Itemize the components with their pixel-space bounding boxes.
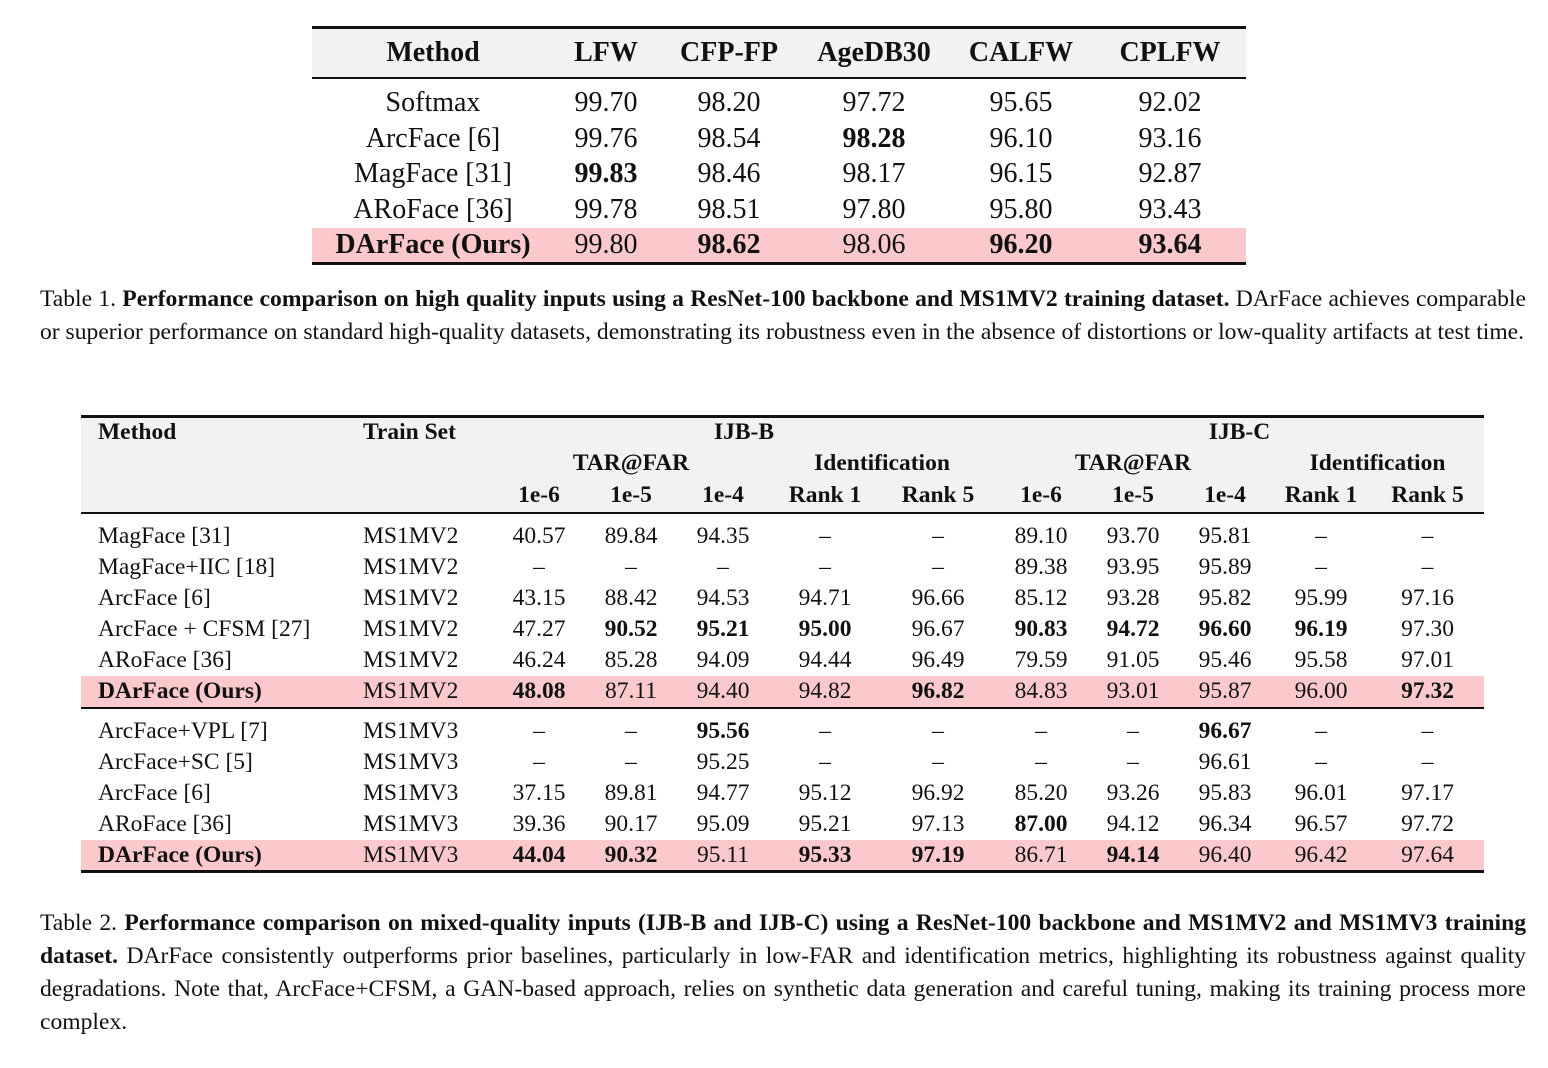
value-cell: 92.87 xyxy=(1138,158,1202,190)
table-2-row xyxy=(81,809,1484,840)
value-cell: 98.28 xyxy=(842,122,906,154)
value-cell: 97.64 xyxy=(1401,841,1454,868)
caption-bold-text: Performance comparison on high quality inputs using a ResNet-100 backbone and MS1MV2 training dataset. xyxy=(122,286,1230,312)
value-cell: 96.34 xyxy=(1198,811,1252,838)
value-cell: 95.87 xyxy=(1179,676,1271,707)
method-cell: ARoFace [36] xyxy=(353,194,513,226)
value-cell: – xyxy=(819,748,831,775)
value-cell: 98.17 xyxy=(842,158,906,190)
value-cell: 97.32 xyxy=(1371,676,1484,707)
value-cell: 96.19 xyxy=(1294,616,1348,643)
table-1-caption xyxy=(40,283,1526,349)
value-cell: 93.16 xyxy=(1138,122,1202,154)
train-set-cell: MS1MV3 xyxy=(363,841,459,868)
value-cell: 99.70 xyxy=(574,87,638,119)
table-2-column-header: 1e-4 xyxy=(677,479,769,513)
value-cell: 84.83 xyxy=(995,676,1087,707)
value-cell: 95.89 xyxy=(1198,553,1252,580)
table-2-row xyxy=(81,747,1484,778)
value-cell: 94.77 xyxy=(696,780,750,807)
train-set-cell: MS1MV3 xyxy=(363,780,459,807)
value-cell: 93.43 xyxy=(1138,194,1202,226)
value-cell: 91.05 xyxy=(1106,647,1160,674)
value-cell: 95.21 xyxy=(696,616,750,643)
caption-label: Table 2. xyxy=(40,910,118,936)
value-cell: 85.20 xyxy=(1014,780,1068,807)
value-cell: 95.46 xyxy=(1198,647,1252,674)
value-cell: 96.82 xyxy=(881,676,995,707)
value-cell: 94.14 xyxy=(1106,841,1160,868)
value-cell: – xyxy=(1315,717,1327,744)
value-cell: 95.99 xyxy=(1294,584,1348,611)
value-cell: 98.46 xyxy=(697,158,761,190)
value-cell: 98.06 xyxy=(842,228,906,260)
table-1-header-cell: LFW xyxy=(554,28,658,78)
value-cell: 96.42 xyxy=(1294,841,1348,868)
value-cell: – xyxy=(819,553,831,580)
value-cell: – xyxy=(819,522,831,549)
value-cell: 98.20 xyxy=(697,87,761,119)
value-cell: 98.62 xyxy=(697,228,761,260)
method-cell: MagFace+IIC [18] xyxy=(98,553,276,580)
value-cell: 99.76 xyxy=(574,122,638,154)
method-cell: ArcFace [6] xyxy=(98,584,211,611)
value-cell: 96.67 xyxy=(1198,717,1252,744)
value-cell: 87.11 xyxy=(585,676,677,707)
table-1-header-cell: CALFW xyxy=(948,28,1094,78)
method-cell: ArcFace [6] xyxy=(365,122,501,154)
value-cell: 96.01 xyxy=(1294,780,1348,807)
value-cell: 99.78 xyxy=(574,194,638,226)
value-cell: 94.12 xyxy=(1106,811,1160,838)
value-cell: 93.28 xyxy=(1106,584,1160,611)
value-cell: 95.81 xyxy=(1198,522,1252,549)
value-cell: 94.71 xyxy=(798,584,852,611)
value-cell: – xyxy=(819,717,831,744)
value-cell: 95.58 xyxy=(1294,647,1348,674)
value-cell: 44.04 xyxy=(512,841,566,868)
value-cell: 97.16 xyxy=(1401,584,1454,611)
table-2-column-header: 1e-5 xyxy=(1087,479,1179,513)
method-cell: Softmax xyxy=(385,87,481,119)
table-1-header-cell: AgeDB30 xyxy=(800,28,948,78)
train-set-cell: MS1MV2 xyxy=(363,522,459,549)
table-1-header-row xyxy=(312,28,1246,78)
value-cell: – xyxy=(1315,748,1327,775)
table-1-row xyxy=(312,86,1246,122)
value-cell: 96.61 xyxy=(1198,748,1252,775)
value-cell: 95.11 xyxy=(696,841,749,868)
value-cell: – xyxy=(533,717,545,744)
value-cell: – xyxy=(1035,717,1047,744)
value-cell: 95.80 xyxy=(989,194,1053,226)
train-set-cell: MS1MV3 xyxy=(363,811,459,838)
value-cell: 96.92 xyxy=(911,780,965,807)
value-cell: 93.26 xyxy=(1106,780,1160,807)
table-2-column-header: Rank 1 xyxy=(1271,479,1371,513)
value-cell: – xyxy=(625,553,637,580)
value-cell: – xyxy=(1421,553,1434,580)
table-2-header-row-groups xyxy=(81,417,1484,448)
value-cell: – xyxy=(1421,522,1434,549)
table-2-caption xyxy=(40,907,1526,1039)
method-cell: MagFace [31] xyxy=(98,522,231,549)
value-cell: – xyxy=(1421,717,1434,744)
value-cell: 99.83 xyxy=(574,158,638,190)
value-cell: – xyxy=(932,522,944,549)
value-cell: 96.20 xyxy=(989,228,1053,260)
value-cell: 98.54 xyxy=(697,122,761,154)
value-cell: 96.00 xyxy=(1271,676,1371,707)
value-cell: 96.67 xyxy=(911,616,965,643)
value-cell: – xyxy=(1127,748,1139,775)
value-cell: 95.09 xyxy=(696,811,750,838)
table-1-body xyxy=(312,78,1246,264)
value-cell: 95.83 xyxy=(1198,780,1252,807)
table-2-row xyxy=(81,778,1484,809)
train-set-cell: MS1MV2 xyxy=(363,616,459,643)
value-cell: 90.52 xyxy=(604,616,658,643)
value-cell: 98.51 xyxy=(697,194,761,226)
table-2-subgroup-header: Identification xyxy=(1309,449,1446,476)
value-cell: 96.66 xyxy=(911,584,965,611)
table-2-row xyxy=(81,614,1484,645)
value-cell: 96.60 xyxy=(1198,616,1252,643)
value-cell: – xyxy=(717,553,729,580)
table-2-subgroup-header: TAR@FAR xyxy=(572,449,690,476)
value-cell: 94.53 xyxy=(696,584,750,611)
method-cell: DArFace (Ours) xyxy=(335,228,531,260)
value-cell: 99.80 xyxy=(574,228,638,260)
value-cell: 97.17 xyxy=(1401,780,1454,807)
value-cell: – xyxy=(625,717,637,744)
value-cell: 95.25 xyxy=(696,748,750,775)
table-2-column-header: 1e-6 xyxy=(995,479,1087,513)
value-cell: 90.83 xyxy=(1014,616,1068,643)
table-2-column-header: 1e-4 xyxy=(1179,479,1271,513)
table-2-group-header: IJB-B xyxy=(713,419,775,446)
table-2-column-header: Rank 5 xyxy=(1371,479,1484,513)
value-cell: 43.15 xyxy=(512,584,566,611)
value-cell: 48.08 xyxy=(493,676,585,707)
value-cell: 79.59 xyxy=(1014,647,1068,674)
value-cell: 97.19 xyxy=(911,841,965,868)
value-cell: 95.56 xyxy=(696,717,750,744)
value-cell: 39.36 xyxy=(512,811,566,838)
value-cell: 89.81 xyxy=(604,780,658,807)
table-1 xyxy=(312,26,1246,265)
table-2-column-header: 1e-6 xyxy=(493,479,585,513)
value-cell: 94.82 xyxy=(769,676,881,707)
value-cell: 97.72 xyxy=(842,87,906,119)
caption-bold-text: Performance comparison on mixed-quality inputs (IJB-B and IJB-C) using a ResNet-100 backbone and MS1MV2 and MS1MV3 training dataset. xyxy=(40,910,1526,969)
table-1-header-cell: Method xyxy=(312,28,554,78)
value-cell: 97.13 xyxy=(911,811,965,838)
table-2-header-row-columns xyxy=(81,479,1484,513)
value-cell: 93.64 xyxy=(1138,228,1202,260)
train-set-cell: MS1MV3 xyxy=(363,748,459,775)
value-cell: 95.12 xyxy=(798,780,852,807)
table-2-subgroup-header: TAR@FAR xyxy=(1074,449,1192,476)
value-cell: – xyxy=(932,717,944,744)
value-cell: 94.44 xyxy=(798,647,852,674)
value-cell: – xyxy=(1315,522,1327,549)
method-cell: ARoFace [36] xyxy=(98,811,232,838)
table-2-column-header: 1e-5 xyxy=(585,479,677,513)
value-cell: 93.01 xyxy=(1087,676,1179,707)
caption-text: DArFace achieves comparable or superior performance on standard high-quality datasets, demonstrating its robustness even in the absence of distortions or low-quality artifacts at test time. xyxy=(40,286,1526,345)
method-cell: ArcFace + CFSM [27] xyxy=(98,616,311,643)
value-cell: 47.27 xyxy=(512,616,566,643)
value-cell: 40.57 xyxy=(512,522,566,549)
value-cell: 85.28 xyxy=(604,647,658,674)
value-cell: 96.15 xyxy=(989,158,1053,190)
value-cell: 90.17 xyxy=(604,811,658,838)
value-cell: 94.09 xyxy=(696,647,750,674)
value-cell: – xyxy=(932,748,944,775)
table-1-row xyxy=(312,228,1246,264)
method-cell: ArcFace+VPL [7] xyxy=(98,717,268,744)
value-cell: 96.10 xyxy=(989,122,1053,154)
value-cell: 37.15 xyxy=(512,780,566,807)
table-2-method-header: Method xyxy=(98,419,177,446)
table-2-row xyxy=(81,583,1484,614)
value-cell: – xyxy=(1127,717,1139,744)
table-1-row xyxy=(312,121,1246,157)
value-cell: 95.00 xyxy=(798,616,852,643)
value-cell: 88.42 xyxy=(604,584,658,611)
table-2-row xyxy=(81,676,1484,707)
value-cell: 96.40 xyxy=(1198,841,1252,868)
train-set-cell: MS1MV3 xyxy=(363,717,459,744)
value-cell: 85.12 xyxy=(1014,584,1068,611)
train-set-cell: MS1MV2 xyxy=(363,647,459,674)
method-cell: DArFace (Ours) xyxy=(98,841,262,868)
table-1-header-cell: CPLFW xyxy=(1094,28,1246,78)
value-cell: 89.84 xyxy=(604,522,658,549)
method-cell: ArcFace [6] xyxy=(98,780,211,807)
value-cell: – xyxy=(533,553,545,580)
value-cell: 86.71 xyxy=(1014,841,1068,868)
table-1-row xyxy=(312,192,1246,228)
value-cell: 87.00 xyxy=(1014,811,1068,838)
method-cell: ARoFace [36] xyxy=(98,647,232,674)
table-2-row xyxy=(81,840,1484,871)
value-cell: 95.33 xyxy=(798,841,852,868)
table-2-column-header: Rank 5 xyxy=(881,479,995,513)
value-cell: – xyxy=(1035,748,1047,775)
value-cell: 46.24 xyxy=(512,647,566,674)
table-2-trainset-header: Train Set xyxy=(363,419,456,446)
value-cell: – xyxy=(625,748,637,775)
value-cell: 94.72 xyxy=(1106,616,1160,643)
table-2-row xyxy=(81,716,1484,747)
table-2-body xyxy=(81,513,1484,872)
table-2-group-header: IJB-C xyxy=(1208,419,1271,446)
value-cell: 89.10 xyxy=(1014,522,1068,549)
value-cell: 95.21 xyxy=(798,811,852,838)
value-cell: 90.32 xyxy=(604,841,658,868)
table-2-row xyxy=(81,521,1484,552)
method-cell: DArFace (Ours) xyxy=(81,676,363,707)
value-cell: 97.72 xyxy=(1401,811,1454,838)
method-cell: ArcFace+SC [5] xyxy=(98,748,253,775)
table-2-row xyxy=(81,645,1484,676)
caption-label: Table 1. xyxy=(40,286,117,312)
value-cell: 97.01 xyxy=(1401,647,1454,674)
value-cell: – xyxy=(1315,553,1327,580)
value-cell: 97.80 xyxy=(842,194,906,226)
train-set-cell: MS1MV2 xyxy=(363,553,459,580)
value-cell: 93.70 xyxy=(1106,522,1160,549)
train-set-cell: MS1MV2 xyxy=(363,584,459,611)
table-2-row xyxy=(81,552,1484,583)
value-cell: – xyxy=(1421,748,1434,775)
table-2-subgroup-header: Identification xyxy=(814,449,950,476)
value-cell: 96.49 xyxy=(911,647,965,674)
value-cell: 89.38 xyxy=(1014,553,1068,580)
value-cell: 96.57 xyxy=(1294,811,1348,838)
value-cell: 97.30 xyxy=(1401,616,1454,643)
value-cell: 92.02 xyxy=(1138,87,1202,119)
table-2-column-header: Rank 1 xyxy=(769,479,881,513)
value-cell: 95.65 xyxy=(989,87,1053,119)
value-cell: 94.40 xyxy=(677,676,769,707)
method-cell: MagFace [31] xyxy=(354,158,512,190)
value-cell: 94.35 xyxy=(696,522,750,549)
caption-text: DArFace consistently outperforms prior baselines, particularly in low-FAR and identification metrics, highlighting its robustness against quality degradations. Note that, ArcFace+CFSM, a GAN-based approach, relies on synthetic data generation and careful tuning, making its training process more complex. xyxy=(40,943,1526,1035)
value-cell: 95.82 xyxy=(1198,584,1252,611)
table-2 xyxy=(81,415,1484,873)
value-cell: – xyxy=(533,748,545,775)
value-cell: 93.95 xyxy=(1106,553,1160,580)
table-1-row xyxy=(312,157,1246,193)
train-set-cell: MS1MV2 xyxy=(363,676,493,707)
table-1-header-cell: CFP-FP xyxy=(658,28,800,78)
table-2-header-row-subgroups xyxy=(81,448,1484,479)
value-cell: – xyxy=(932,553,944,580)
